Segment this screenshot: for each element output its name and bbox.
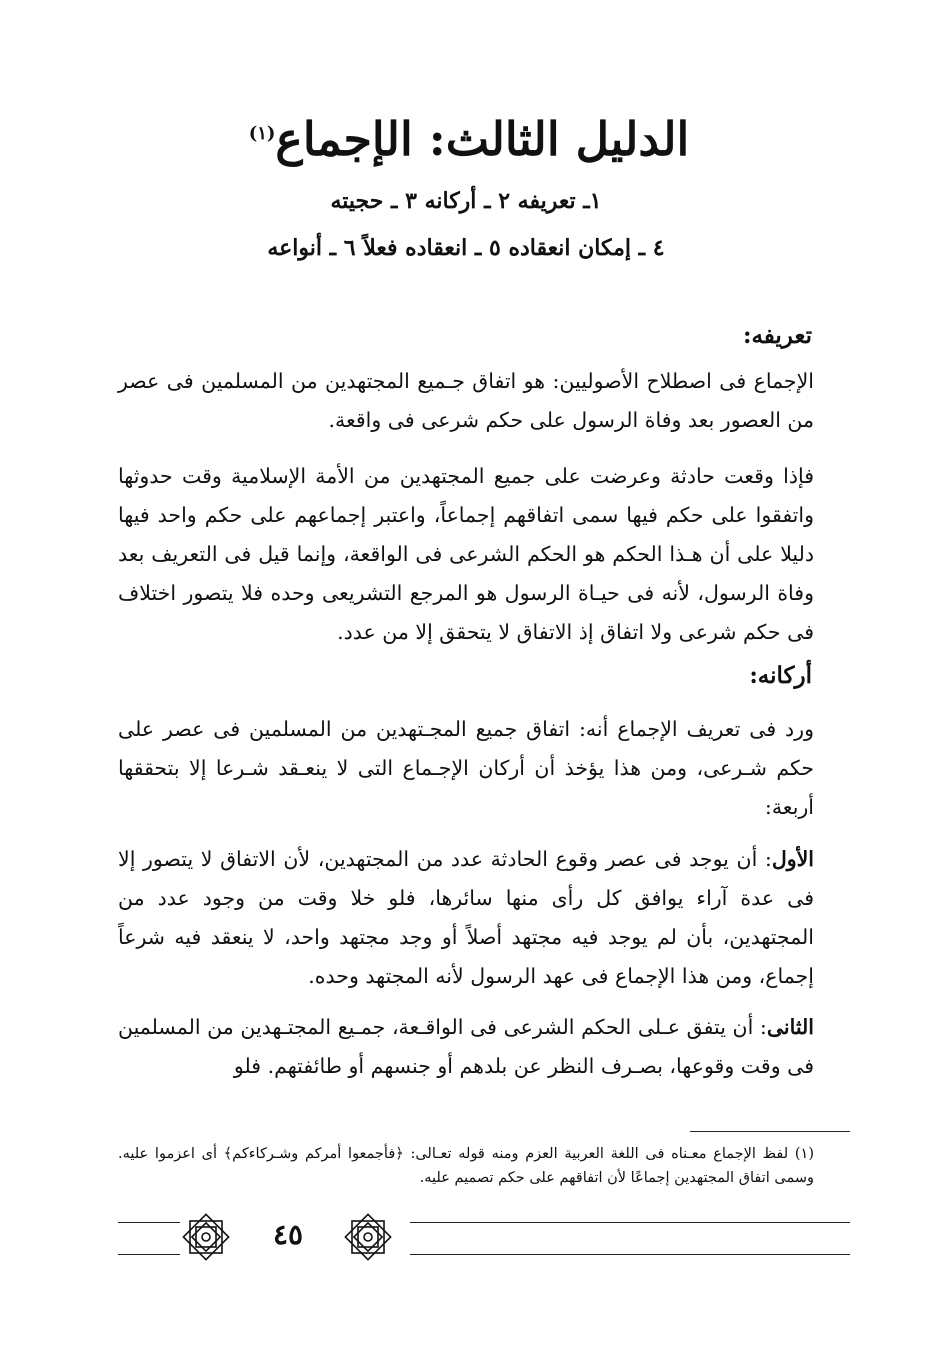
page-number: ٤٥ (272, 1218, 304, 1251)
octagram-ornament-left-icon (176, 1205, 236, 1269)
definition-paragraph-1: الإجماع فى اصطلاح الأصوليين: هو اتفاق جـميع المجتهدين من المسلمين فى عصر من العصور بعد وفاة الرسول على حكم شرعى فى واقعة. (118, 369, 814, 432)
chapter-outline-line-1: ١ـ تعريفه ٢ ـ أركانه ٣ ـ حجيته (330, 188, 602, 214)
footer-rule-left-bottom (118, 1254, 180, 1255)
section-heading-definition: تعريفه: (742, 322, 812, 349)
title-footnote-ref: (١) (248, 122, 276, 144)
pillars-intro-paragraph: ورد فى تعريف الإجماع أنه: اتفاق جميع المجـتهدين من المسلمين فى عصر على حكم شـرعى، ومن هذا يؤخذ أن أركان الإجـماع التى لا ينعـقد شـرعا إلا بتحققها أربعة: (118, 717, 814, 819)
section-heading-pillars: أركانه: (749, 662, 812, 689)
definition-paragraph-2: فإذا وقعت حادثة وعرضت على جميع المجتهدين من الأمة الإسلامية وقت حدوثها واتفقوا على حكم فيها سمى اتفاقهم إجماعاً، واعتبر إجماعهم على حكم واحد فيها دليلا على أن هـذا الحكم هو الحكم الشرعى فى الواقعة، وإنما قيل فى التعريف بعد وفاة الرسول، لأنه فى حيـاة الرسول هو المرجع التشريعى وحده فلا يتصور اختلاف فى حكم شرعى ولا اتفاق إذ الاتفاق لا يتحقق إلا من عدد. (118, 464, 814, 644)
pillar-second-paragraph (118, 1008, 814, 1086)
pillar-first-paragraph (118, 840, 814, 996)
chapter-title (0, 112, 932, 166)
footnote: (١) لفظ الإجماع معـناه فى اللغة العربية العزم ومنه قوله تعـالى: ﴿فأجمعوا أمركم وشـركاءكم﴾ أى اعزموا عليه. وسمى اتفاق المجتهدين إجماعًا لأن اتفاقهم على حكم تصميم عليه. (118, 1146, 814, 1186)
footer-rule-right-bottom (410, 1254, 850, 1255)
chapter-title-text: الدليل الثالث: الإجماع (275, 112, 690, 166)
octagram-ornament-right-icon (338, 1205, 398, 1269)
pillar-first-text: : أن يوجد فى عصر وقوع الحادثة عدد من المجتهدين، لأن الاتفاق لا يتصور إلا فى عدة آراء يوافق كل رأى منها سائرها، فلو خلا وقت من وجود عدد من المجتهدين، بأن لم يوجد فيه مجتهد أصلاً أو وجد مجتهد واحد، لا ينعقد فيه شرعاً إجماع، ومن هذا الإجماع فى عهد الرسول لأنه المجتهد وحده. (118, 847, 814, 988)
pillar-second-text: : أن يتفق عـلى الحكم الشرعى فى الواقـعة، جمـيع المجتـهدين من المسلمين فى وقت وقوعها، بصـرف النظر عن بلدهم أو جنسهم أو طائفتهم. فلو (118, 1015, 814, 1078)
footer-rule-right-top (410, 1222, 850, 1223)
footer-rule-left-top (118, 1222, 180, 1223)
pillar-first-label: الأول (771, 847, 814, 871)
chapter-outline-line-2: ٤ ـ إمكان انعقاده ٥ ـ انعقاده فعلاً ٦ ـ أنواعه (267, 235, 665, 261)
pillar-second-label: الثانى (766, 1015, 814, 1039)
footnote-separator (690, 1131, 850, 1132)
